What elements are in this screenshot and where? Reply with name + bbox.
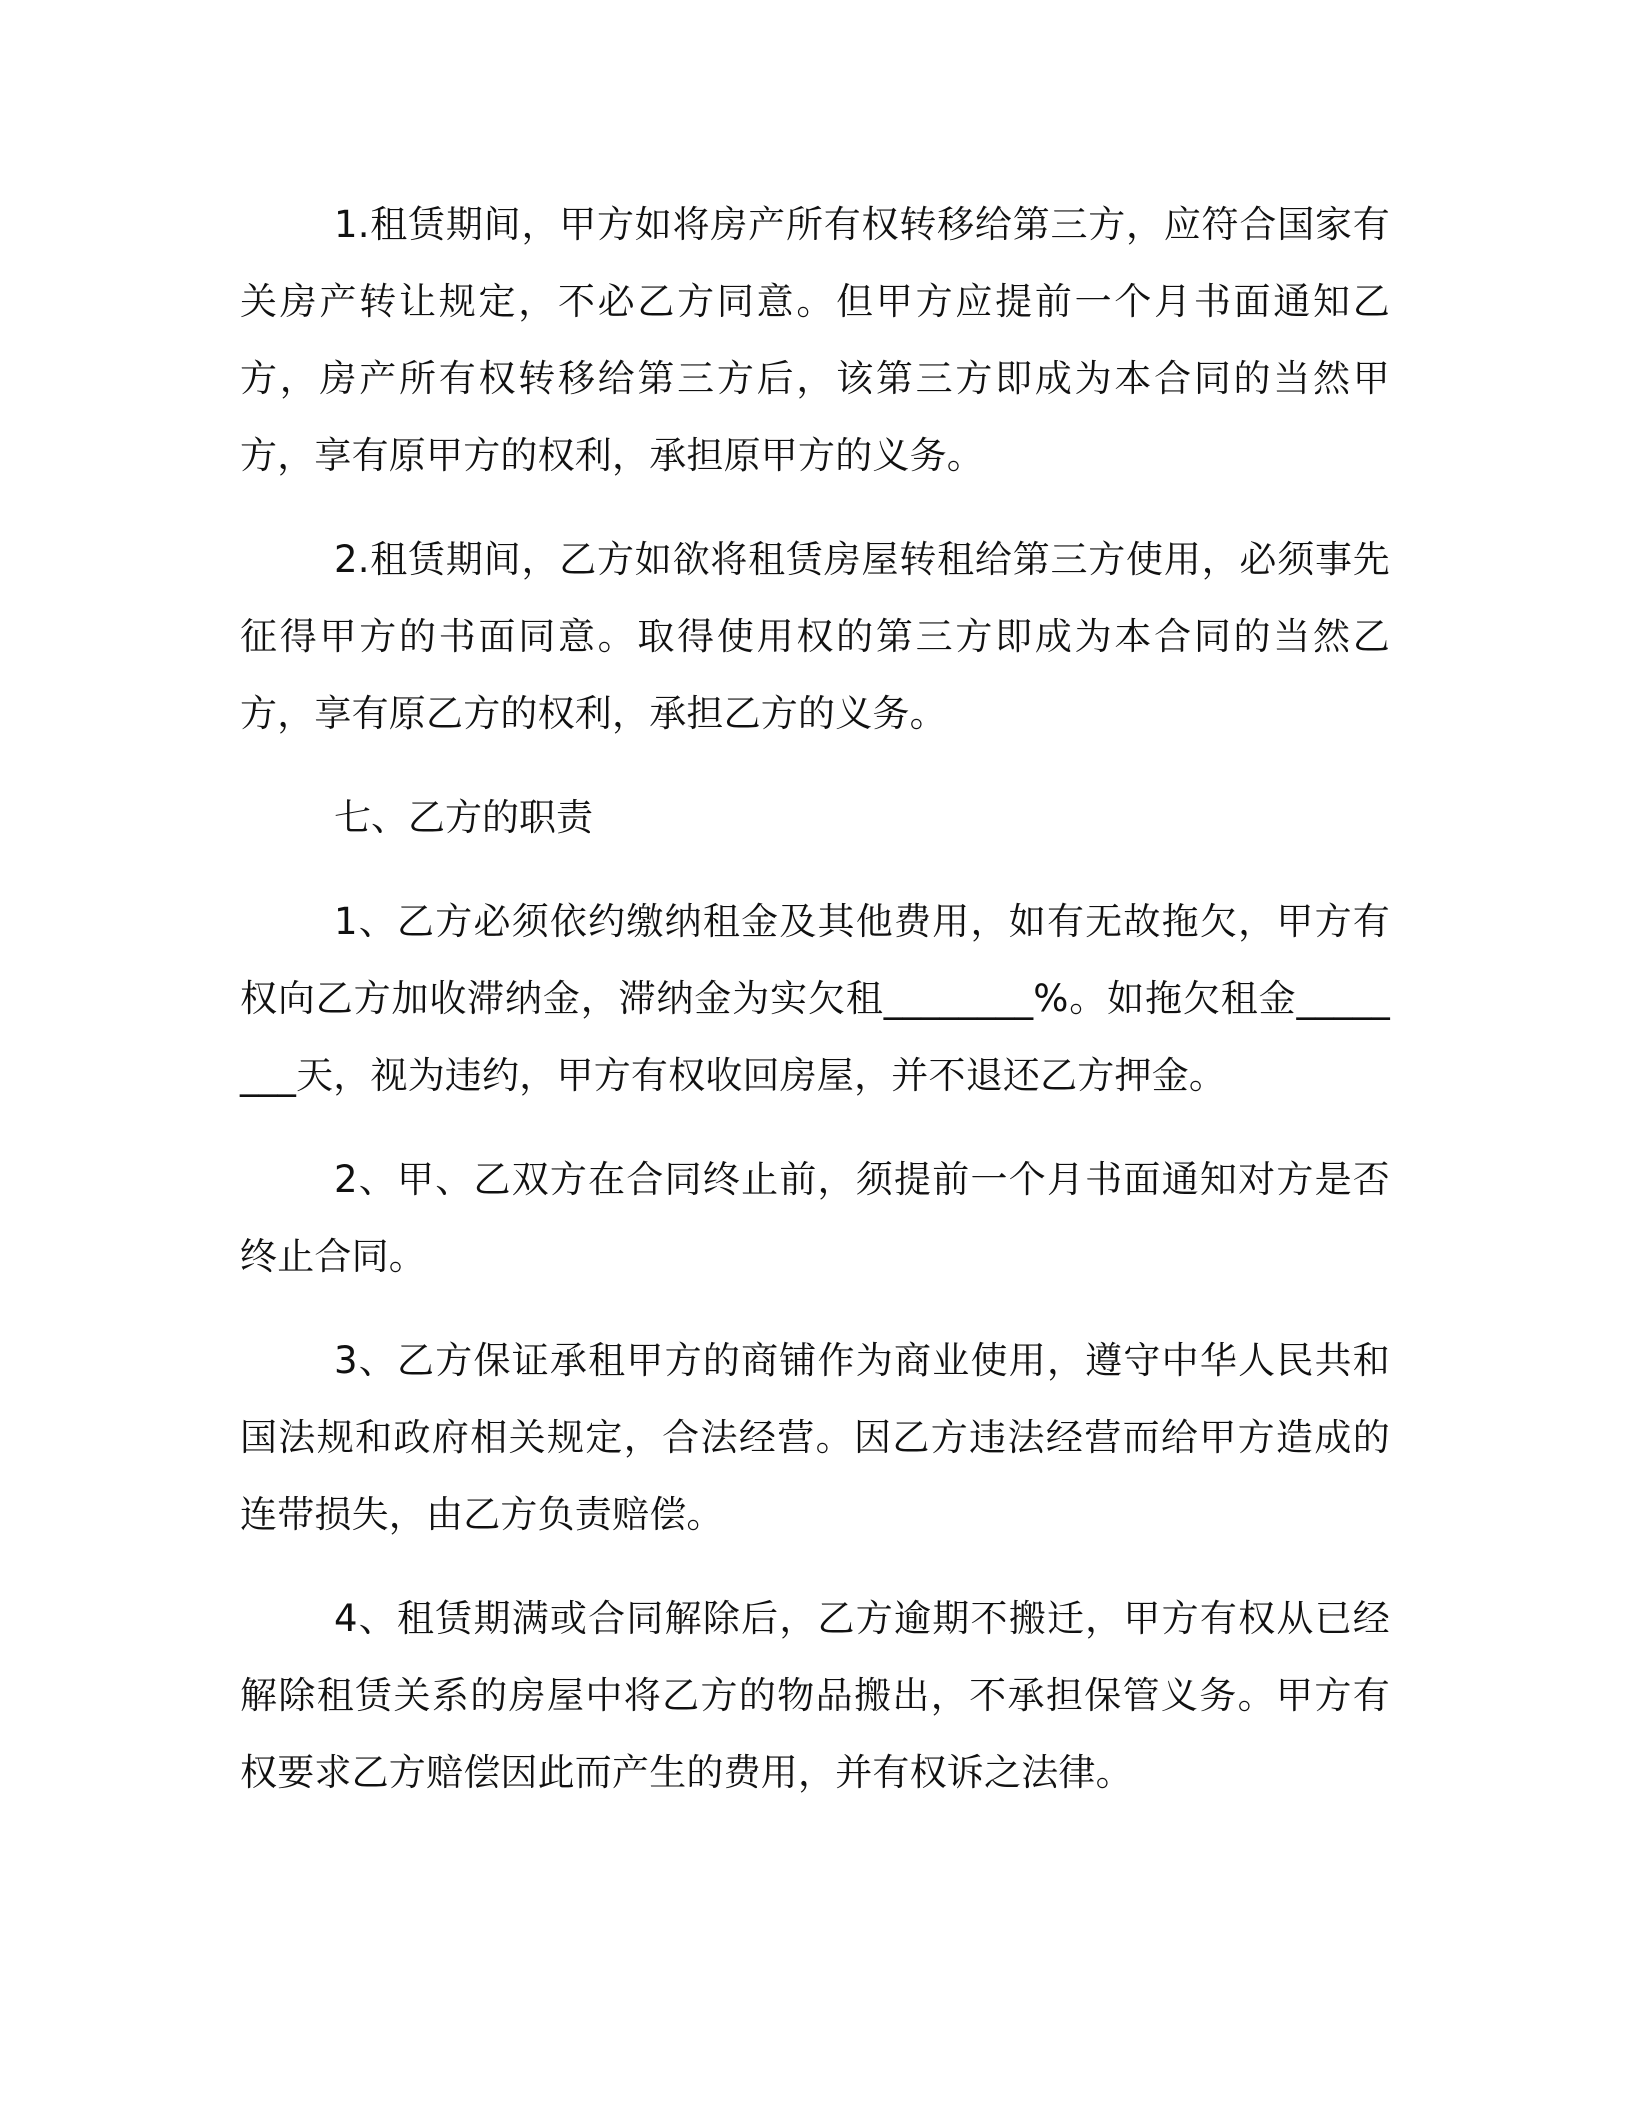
duty-item-3: 3、乙方保证承租甲方的商铺作为商业使用，遵守中华人民共和国法规和政府相关规定，合法经营。因乙方违法经营而给甲方造成的连带损失，由乙方负责赔偿。 (240, 1339, 1390, 1536)
section-heading: 七、乙方的职责 (334, 796, 593, 839)
duty-item-2: 2、甲、乙双方在合同终止前，须提前一个月书面通知对方是否终止合同。 (240, 1158, 1390, 1278)
clause-paragraph-1: 1.租赁期间，甲方如将房产所有权转移给第三方，应符合国家有关房产转让规定，不必乙方同意。但甲方应提前一个月书面通知乙方，房产所有权转移给第三方后，该第三方即成为本合同的当然甲方，享有原甲方的权利，承担原甲方的义务。 (240, 203, 1390, 477)
duty-item-1: 1、乙方必须依约缴纳租金及其他费用，如有无故拖欠，甲方有权向乙方加收滞纳金，滞纳金为实欠租________%。如拖欠租金________天，视为违约，甲方有权收回房屋，并不退还乙方押金。 (240, 900, 1390, 1097)
document-body (240, 186, 1390, 1811)
clause-paragraph-2: 2.租赁期间，乙方如欲将租赁房屋转租给第三方使用，必须事先征得甲方的书面同意。取得使用权的第三方即成为本合同的当然乙方，享有原乙方的权利，承担乙方的义务。 (240, 538, 1390, 735)
duty-item-4: 4、租赁期满或合同解除后，乙方逾期不搬迁，甲方有权从已经解除租赁关系的房屋中将乙方的物品搬出，不承担保管义务。甲方有权要求乙方赔偿因此而产生的费用，并有权诉之法律。 (240, 1597, 1390, 1794)
